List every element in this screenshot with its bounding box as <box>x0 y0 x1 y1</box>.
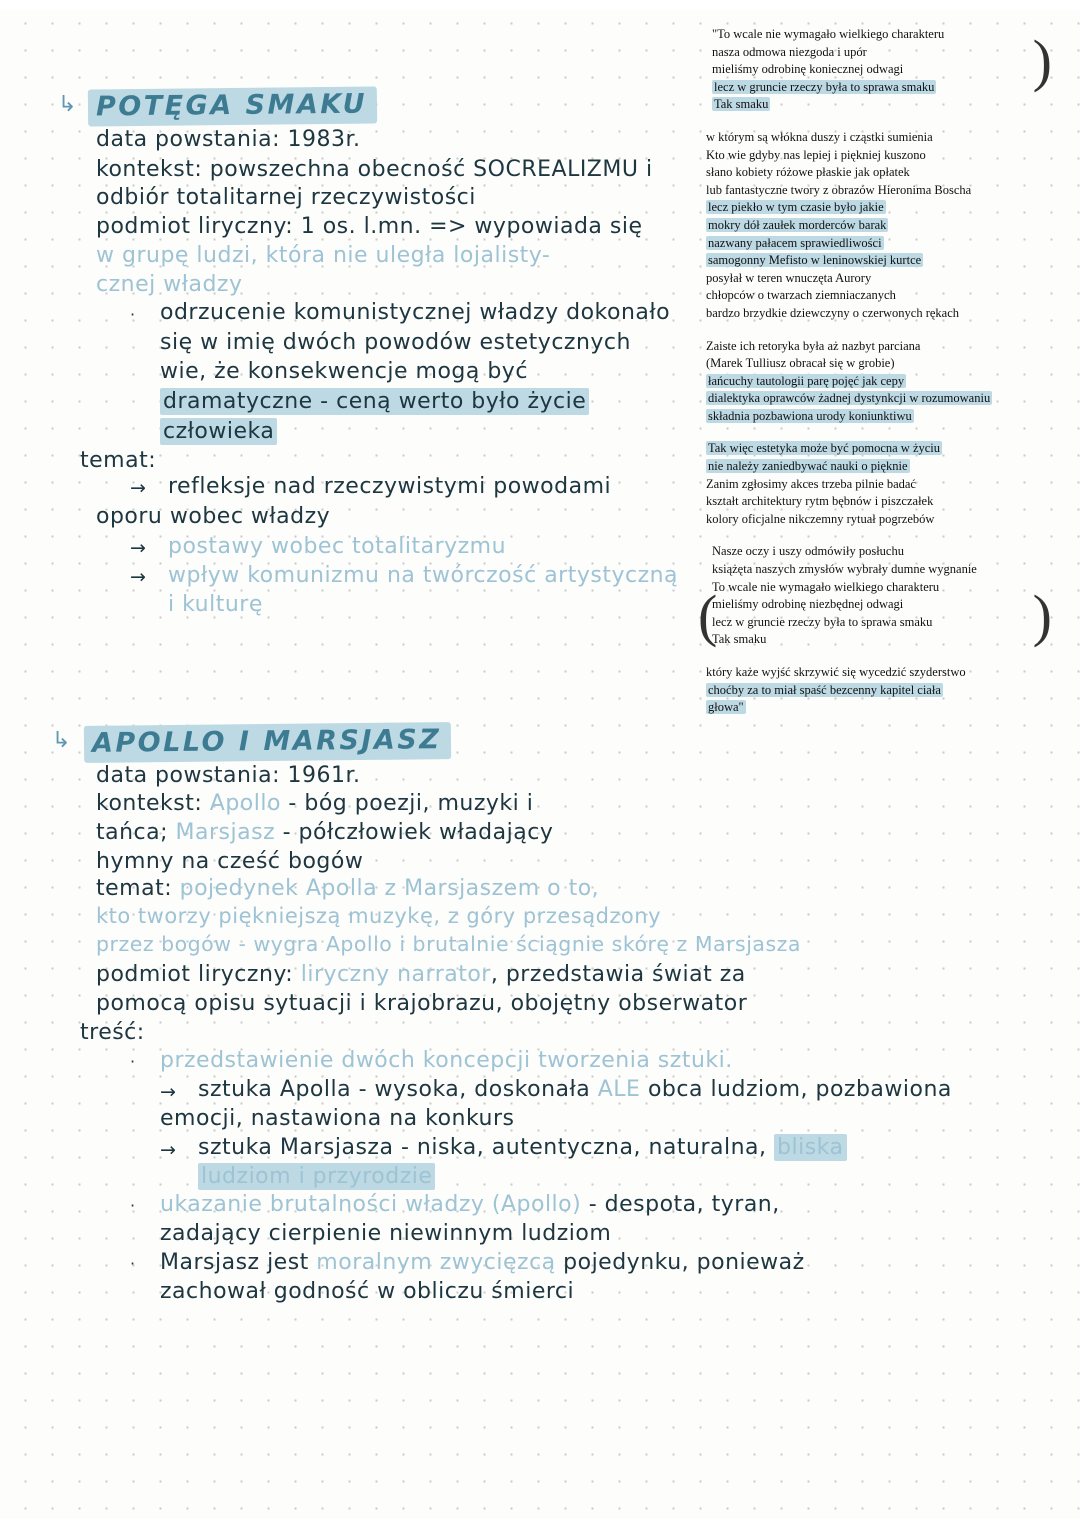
section-hook-icon-1: ↳ <box>58 92 77 117</box>
note-line: tańca; Marsjasz - półczłowiek władający <box>96 820 554 845</box>
note-bullet-line: przedstawienie dwóch koncepcji tworzenia sztuki. <box>160 1048 733 1073</box>
poem-line: lecz w gruncie rzeczy była to sprawa smaku <box>714 79 935 94</box>
note-line: hymny na cześć bogów <box>96 849 364 874</box>
poem-line: (Marek Tulliusz obracał się w grobie) <box>706 356 895 371</box>
poem-line: choćby za to miał spaść bezcenny kapitel ciała <box>708 682 941 697</box>
arrow-icon: → <box>160 1081 177 1103</box>
poem-line: który każe wyjść skrzywić się wycedzić szyderstwo <box>706 665 966 679</box>
note-line: kontekst: Apollo - bóg poezji, muzyki i <box>96 791 534 816</box>
note-bullet-line: ukazanie brutalności władzy (Apollo) - despota, tyran, <box>160 1192 780 1217</box>
note-bullet-line: człowieka <box>160 419 277 444</box>
poem-line: mieliśmy odrobinę niezbędnej odwagi <box>712 597 904 612</box>
poem-line: Tak więc estetyka może być pomocna w życiu <box>708 441 941 456</box>
poem-column <box>698 26 1052 732</box>
note-bullet-line: ludziom i przyrodzie <box>198 1164 435 1189</box>
note-line: cznej władzy <box>96 272 243 297</box>
poem-line: posyłał w teren wnuczęta Aurory <box>706 270 872 285</box>
temat-item: oporu wobec władzy <box>96 504 331 529</box>
note-line: przez bogów - wygra Apollo i brutalnie ściągnie skórę z Marsjasza <box>96 932 801 956</box>
temat-label-1: temat: <box>80 448 157 473</box>
note-line: data powstania: 1983r. <box>96 127 361 152</box>
temat-item: wpływ komunizmu na twórczość artystyczną <box>168 563 679 588</box>
note-line: data powstania: 1961r. <box>96 763 361 788</box>
note-bullet-line: odrzucenie komunistycznej władzy dokonało <box>160 300 671 325</box>
note-line: temat: pojedynek Apolla z Marsjaszem o to, <box>96 876 600 901</box>
poem-line: słano kobiety różowe płaskie jak opłatek <box>706 165 910 180</box>
temat-item: refleksje nad rzeczywistymi powodami <box>168 474 612 499</box>
section-title-2-text: APOLLO I MARSJASZ <box>84 722 452 763</box>
poem-line: lecz w gruncie rzeczy była to sprawa smaku <box>712 614 933 629</box>
poem-line: dialektyka oprawców żadnej dystynkcji w rozumowaniu <box>708 391 991 406</box>
poem-line: samogonny Mefisto w leninowskiej kurtce <box>708 253 922 268</box>
poem-stanza <box>706 129 1036 323</box>
poem-line: mokry dół zaułek morderców barak <box>708 217 887 232</box>
poem-stanza <box>706 26 1052 114</box>
section-title-2 <box>84 724 451 761</box>
bullet-marker: · <box>130 1196 136 1215</box>
poem-line: nazwany pałacem sprawiedliwości <box>708 235 882 250</box>
note-bullet-line: zadający cierpienie niewinnym ludziom <box>160 1221 612 1246</box>
poem-line: Kto wie gdyby nas lepiej i piękniej kuszono <box>706 147 926 162</box>
bullet-marker: · <box>130 1254 136 1273</box>
poem-line: To wcale nie wymagało wielkiego charakteru <box>712 579 940 594</box>
bullet-marker: · <box>130 305 136 324</box>
arrow-icon: → <box>130 477 147 499</box>
poem-line: w którym są włókna duszy i cząstki sumienia <box>706 129 933 144</box>
poem-line: książęta naszych zmysłów wybrały dumne wygnanie <box>712 562 977 577</box>
note-line: pomocą opisu sytuacji i krajobrazu, obojętny obserwator <box>96 991 748 1016</box>
brace-icon: ) <box>1032 583 1052 649</box>
bullet-marker: · <box>130 1052 136 1071</box>
poem-line: Zanim zgłosimy akces trzeba pilnie badać <box>706 476 916 491</box>
poem-line: składnia pozbawiona urody koniunktiwu <box>708 408 912 423</box>
arrow-icon: → <box>130 566 147 588</box>
poem-stanza <box>706 338 1036 426</box>
note-bullet-line: wie, że konsekwencje mogą być <box>160 359 528 384</box>
poem-line: kolory oficjalne nikczemny rytuał pogrzebów <box>706 511 935 526</box>
brace-icon: ) <box>1032 28 1052 93</box>
note-line: podmiot liryczny: liryczny narrator, przedstawia świat za <box>96 962 746 987</box>
note-bullet-line: się w imię dwóch powodów estetycznych <box>160 330 631 355</box>
note-line: podmiot liryczny: 1 os. l.mn. => wypowiada się <box>96 214 643 239</box>
note-bullet-line: emocji, nastawiona na konkurs <box>160 1106 515 1131</box>
temat-item: postawy wobec totalitaryzmu <box>168 534 507 559</box>
note-line: odbiór totalitarnej rzeczywistości <box>96 185 476 210</box>
note-bullet-line: zachował godność w obliczu śmierci <box>160 1279 575 1304</box>
poem-line: lecz piekło w tym czasie było jakie <box>708 200 884 215</box>
poem-line: mieliśmy odrobinę koniecznej odwagi <box>712 62 904 77</box>
poem-line: kształt architektury rytm bębnów i piszczałek <box>706 494 934 509</box>
section-title-1 <box>88 88 377 125</box>
poem-line: nasza odmowa niezgoda i upór <box>712 44 867 59</box>
brace-icon: ( <box>698 583 718 649</box>
note-bullet-line: dramatyczne - ceną werto było życie <box>160 389 589 414</box>
arrow-icon: → <box>160 1139 177 1161</box>
section-title-1-text: POTĘGA SMAKU <box>88 86 378 126</box>
poem-line: Zaiste ich retoryka była aż nazbyt parciana <box>706 338 921 353</box>
poem-line: łańcuchy tautologii parę pojęć jak cepy <box>708 373 905 388</box>
note-line: kto tworzy piękniejszą muzykę, z góry przesądzony <box>96 904 662 928</box>
section-hook-icon-2: ↳ <box>52 728 71 753</box>
poem-stanza <box>706 664 1036 717</box>
poem-stanza <box>698 543 1052 649</box>
arrow-icon: → <box>130 537 147 559</box>
poem-line: chłopców o twarzach ziemniaczanych <box>706 288 896 303</box>
temat-item: i kulturę <box>168 592 263 617</box>
poem-line: lub fantastyczne twory z obrazów Hieronima Boscha <box>706 182 972 197</box>
poem-line: Nasze oczy i uszy odmówiły posłuchu <box>712 544 904 559</box>
poem-line: "To wcale nie wymagało wielkiego charakteru <box>712 27 945 41</box>
note-bullet-line: sztuka Apolla - wysoka, doskonała ALE obca ludziom, pozbawiona <box>198 1077 952 1102</box>
poem-line: bardzo brzydkie dziewczyny o czerwonych rękach <box>706 305 959 320</box>
note-bullet-line: Marsjasz jest moralnym zwycięzcą pojedynku, ponieważ <box>160 1250 805 1275</box>
note-line: w grupę ludzi, która nie uległa lojalisty- <box>96 243 551 268</box>
poem-line: Tak smaku <box>714 97 769 112</box>
note-bullet-line: sztuka Marsjasza - niska, autentyczna, naturalna, bliska <box>198 1135 847 1160</box>
poem-line: głowa" <box>708 700 744 715</box>
poem-line: Tak smaku <box>712 632 767 647</box>
poem-stanza <box>706 440 1036 528</box>
poem-line: nie należy zaniedbywać nauki o pięknie <box>708 459 908 474</box>
note-line: kontekst: powszechna obecność SOCREALIZMU i <box>96 157 653 182</box>
note-line: treść: <box>80 1020 145 1045</box>
